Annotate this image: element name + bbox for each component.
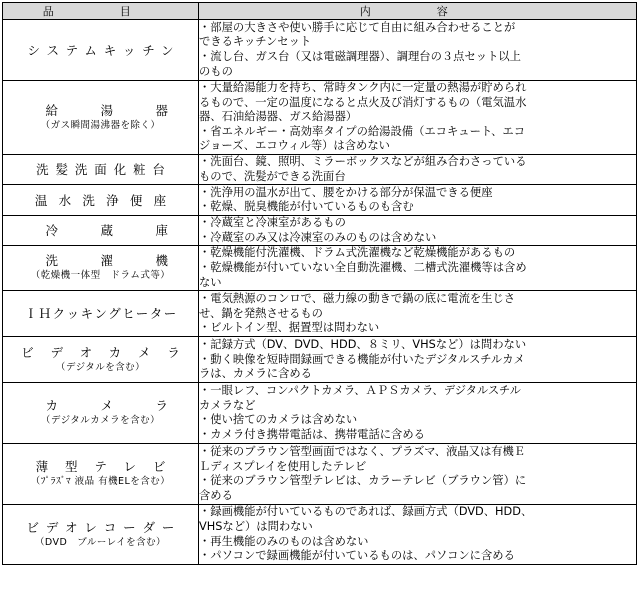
description-line: ・カメラ付き携帯電話は、携帯電話に含める (199, 427, 425, 441)
header-row (3, 3, 637, 20)
description-line: ・使い捨てのカメラは含めない (199, 413, 358, 427)
description-line: 器、石油給湯器、ガス給湯器） (199, 110, 358, 124)
description-line: ラは、カメラに含める (199, 367, 312, 381)
item-name: ビデオカメラ (21, 344, 197, 360)
description-line: ない (199, 275, 222, 289)
table-row (3, 81, 637, 155)
item-name-note: （乾燥機一体型 ドラム式等） (30, 270, 171, 282)
description-line: るもので、一定の温度になると点火及び消灯するもの（電気温水 (199, 95, 527, 109)
description-line: ・大量給湯能力を持ち、常時タンク内に一定量の熱湯が貯められ (199, 81, 527, 95)
table-row (3, 444, 637, 505)
item-name-cell (3, 383, 211, 444)
description-line: ・従来のブラウン管型テレビは、カラーテレビ（ブラウン管）に (199, 474, 527, 488)
description-line: ・録画機能が付いているものであれば、録画方式（DVD、HDD、 (199, 505, 533, 519)
description-line: ・流し台、ガス台（又は電磁調理器）、調理台の３点セット以上 (199, 50, 521, 63)
header-content-label: 内 容 (359, 5, 476, 18)
description-line: せ、鍋を発熱させるもの (199, 306, 323, 320)
item-name-cell (3, 216, 211, 246)
description-line: VHSなど）は問わない (199, 519, 313, 533)
item-name: 温水洗浄便座 (34, 192, 178, 208)
description-line: ・洗面台、鏡、照明、ミラーボックスなどが組み合わさっている (199, 155, 527, 168)
item-name-note: （デジタルカメラを含む） (40, 415, 161, 427)
item-description-cell (199, 337, 637, 383)
table-row (3, 337, 637, 383)
header-content (199, 3, 637, 20)
description-line: ・記録方式（DV、DVD、HDD、８ミリ、VHSなど）は問わない (199, 337, 527, 351)
item-name: 薄型テレビ (35, 459, 183, 475)
item-name-cell (3, 20, 199, 81)
item-name-cell (3, 505, 199, 564)
description-line: ・乾燥、脱臭機能が付いているものも含む (199, 200, 414, 214)
item-name-cell (3, 81, 211, 155)
item-name-note: （DVD ブルーレイを含む） (34, 536, 167, 548)
description-line: もので、洗髪ができる洗面台 (199, 169, 346, 183)
description-line: ・部屋の大きさや使い勝手に応じて自由に組み合わせることが (199, 20, 516, 34)
item-description-cell (199, 246, 637, 291)
item-description-cell (199, 216, 637, 246)
item-name-cell (3, 337, 199, 383)
item-description-cell (199, 383, 637, 444)
item-name: 給湯器 (45, 102, 211, 118)
item-name-cell (3, 291, 199, 337)
description-line: ・一眼レフ、コンパクトカメラ、ＡＰＳカメラ、デジタルスチル (199, 384, 521, 398)
table-row (3, 155, 637, 185)
table-row (3, 20, 637, 81)
description-line: カメラなど (199, 398, 256, 412)
item-name: カメラ (45, 398, 211, 414)
item-name: システムキッチン (27, 42, 181, 58)
table-row (3, 505, 637, 564)
item-name: ビデオレコーダー (26, 519, 182, 535)
durable-goods-definition-table-wrapper (2, 2, 636, 608)
description-line: Ｌディスプレイを使用したテレビ (199, 459, 367, 473)
durable-goods-definition-table (2, 2, 637, 565)
item-description-cell (199, 291, 637, 337)
item-name-note: （ガス瞬間湯沸器を除く） (40, 119, 161, 131)
item-name: 洗濯機 (45, 253, 211, 269)
description-line: 含める (199, 488, 233, 502)
table-row (3, 246, 637, 291)
description-line: ・省エネルギー・高効率タイプの給湯設備（エコキュート、エコ (199, 124, 526, 138)
description-line: ・パソコンで録画機能が付いているものは、パソコンに含める (199, 549, 515, 563)
item-name-cell (3, 444, 199, 505)
item-name: 冷蔵庫 (45, 223, 211, 239)
description-line: ・動く映像を短時間録画できる機能が付いたデジタルスチルカメ (199, 352, 525, 366)
item-description-cell (199, 20, 637, 81)
description-line: ・再生機能のみのものは含めない (199, 534, 369, 548)
item-name-cell (3, 185, 199, 216)
item-description-cell (199, 505, 637, 564)
description-line: ・冷蔵室と冷凍室があるもの (199, 216, 346, 230)
description-line: ・ビルトイン型、据置型は問わない (199, 321, 380, 335)
item-description-cell (199, 444, 637, 505)
item-name: 洗髪洗面化粧台 (36, 162, 172, 178)
description-line: できるキッチンセット (199, 35, 312, 49)
description-line: ・電気熱源のコンロで、磁力線の動きで鍋の底に電流を生じさ (199, 291, 516, 305)
description-line: ジョーズ、エコウィル等）は含めない (199, 139, 390, 153)
item-name-note: （ﾌﾟﾗｽﾞﾏ 液晶 有機ELを含む） (30, 476, 171, 488)
description-line: ・従来のブラウン管型画面ではなく、プラズマ、液晶又は有機Ｅ (199, 445, 526, 459)
description-line: ・冷蔵室のみ又は冷凍室のみのものは含めない (199, 230, 437, 244)
table-row (3, 291, 637, 337)
description-line: ・乾燥機能が付いていない全自動洗濯機、二槽式洗濯機等は含め (199, 261, 527, 275)
table-row (3, 185, 637, 216)
item-description-cell (199, 81, 637, 155)
item-description-cell (199, 155, 637, 185)
item-name-note: （デジタルを含む） (55, 361, 146, 373)
header-item (3, 3, 199, 20)
table-row (3, 216, 637, 246)
description-line: のもの (199, 64, 233, 78)
item-description-cell (199, 185, 637, 216)
item-name-cell (3, 155, 199, 185)
description-line: ・乾燥機能付洗濯機、ドラム式洗濯機など乾燥機能があるもの (199, 246, 516, 260)
item-name: ＩＨクッキングヒーター (24, 306, 178, 322)
description-line: ・洗浄用の温水が出て、腰をかける部分が保温できる便座 (199, 185, 493, 199)
table-row (3, 383, 637, 444)
header-item-label: 品 目 (42, 5, 159, 18)
